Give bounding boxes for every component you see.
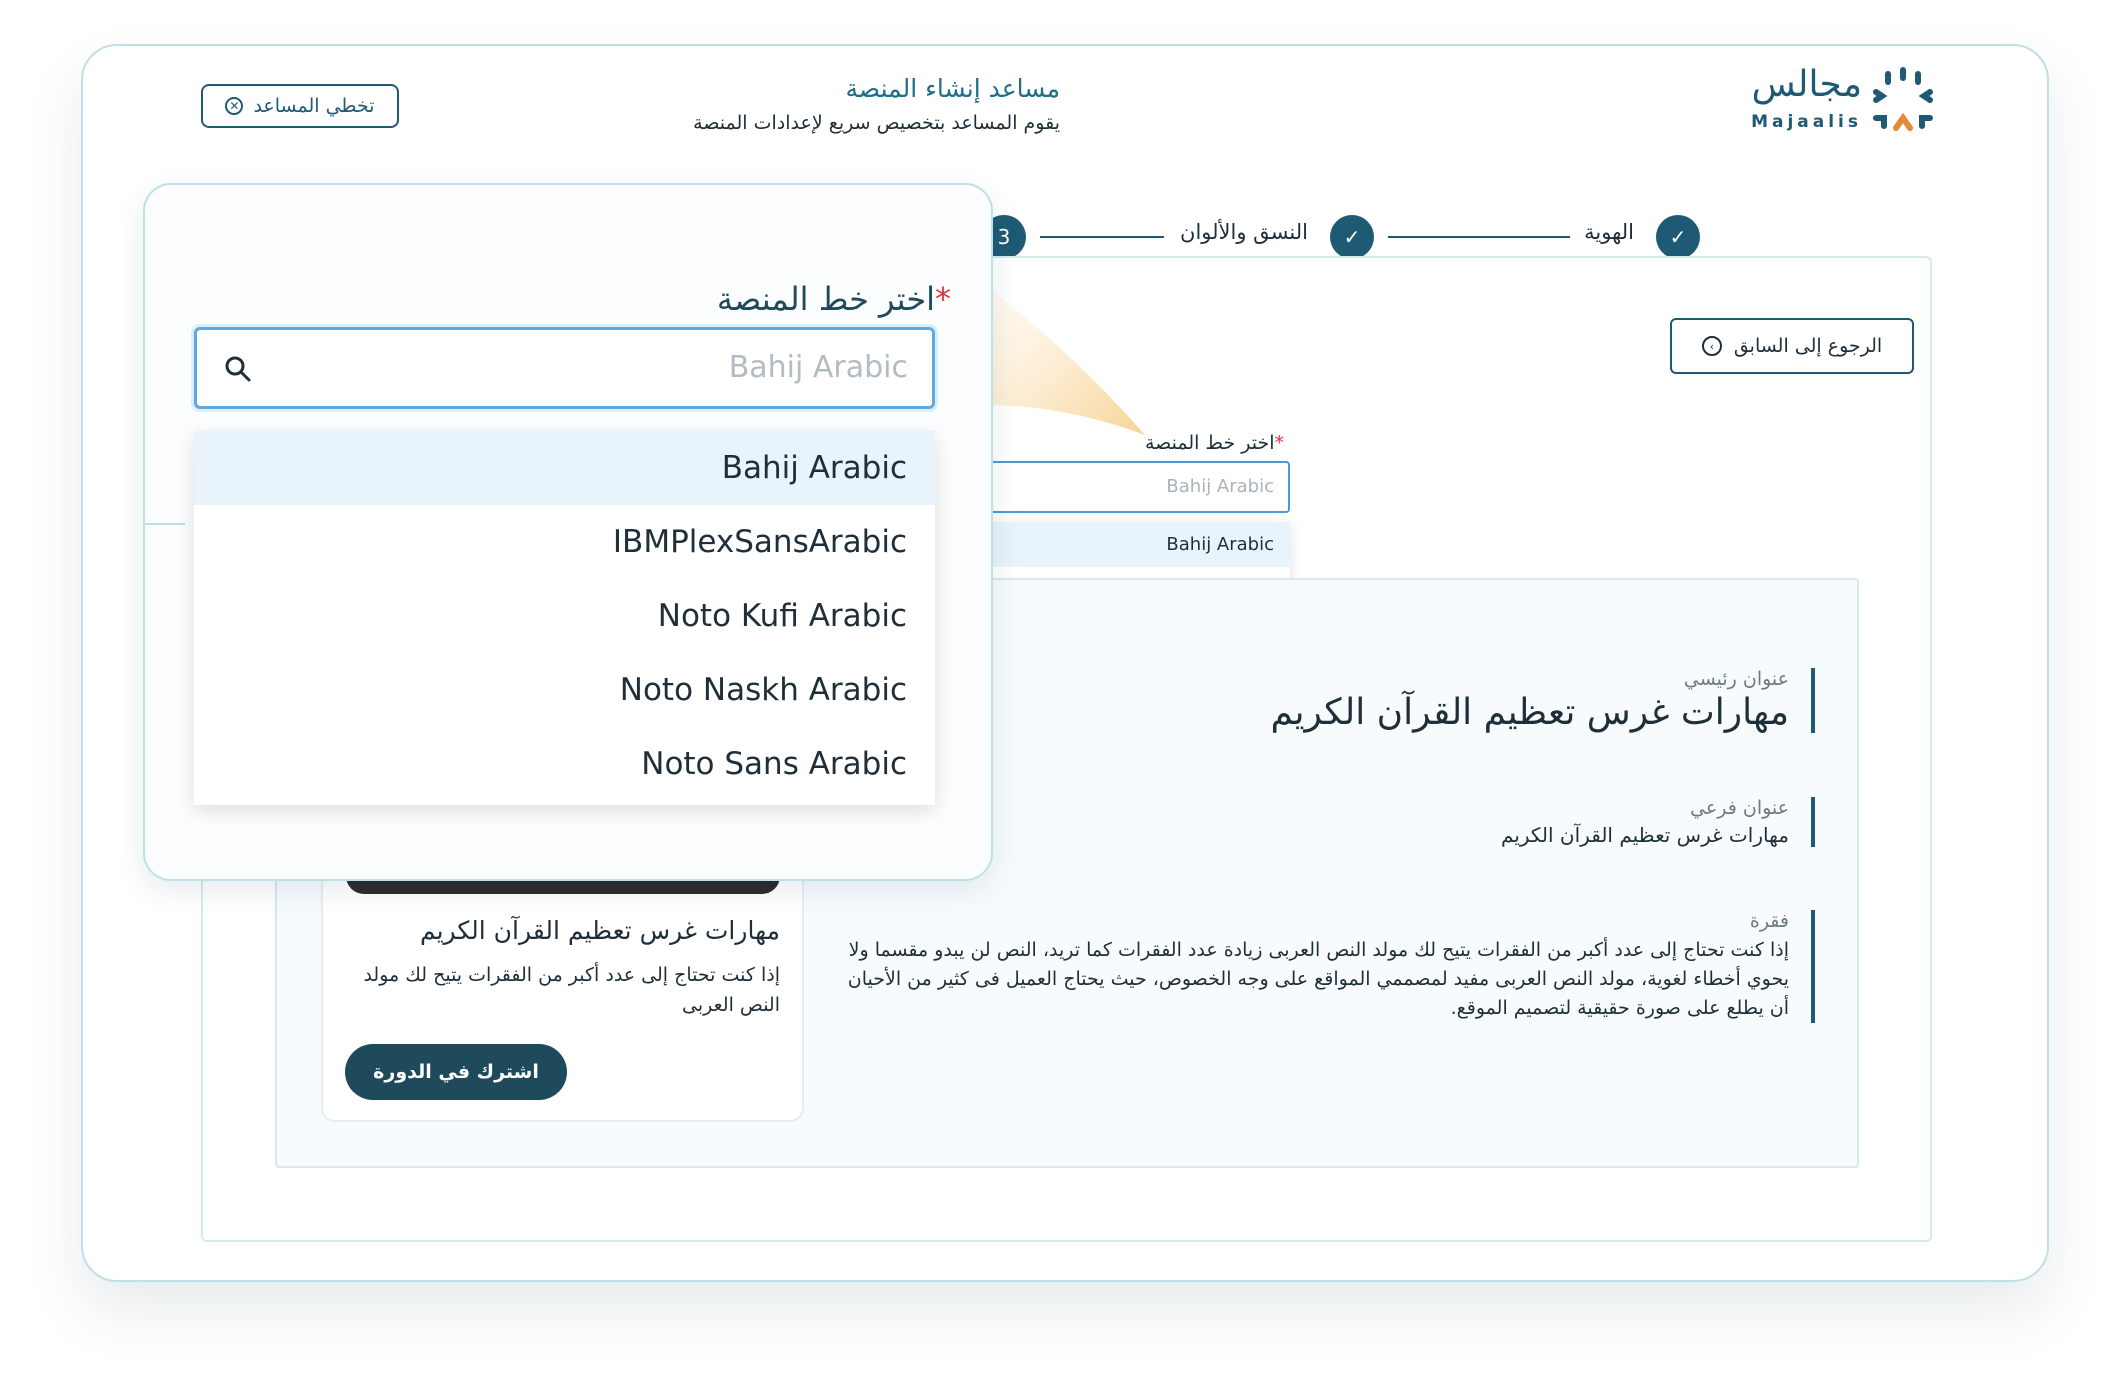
sub-heading-block bbox=[1501, 797, 1815, 847]
paragraph-block bbox=[834, 910, 1815, 1023]
font-select-input[interactable]: Bahij Arabic bbox=[990, 461, 1290, 513]
zoom-font-option[interactable]: Noto Naskh Arabic bbox=[619, 672, 907, 708]
close-circle-icon: ✕ bbox=[225, 97, 243, 115]
main-heading-block bbox=[1271, 668, 1815, 733]
step-2-check-icon[interactable]: ✓ bbox=[1330, 215, 1374, 259]
zoom-font-option[interactable]: Noto Sans Arabic bbox=[641, 746, 907, 782]
step-connector bbox=[1388, 236, 1570, 238]
step-2-label: النسق والألوان bbox=[1180, 220, 1308, 244]
sub-heading: مهارات غرس تعظيم القرآن الكريم bbox=[1500, 823, 1789, 847]
step-1-label: الهوية bbox=[1584, 220, 1634, 244]
zoom-font-search-input[interactable] bbox=[194, 327, 935, 409]
zoom-font-select-label-text: اختر خط المنصة bbox=[716, 280, 935, 318]
course-card-title: مهارات غرس تعظيم القرآن الكريم bbox=[419, 916, 780, 945]
required-mark: * bbox=[1274, 432, 1284, 454]
zoom-callout-pointer bbox=[985, 275, 1165, 455]
logo-arabic-text: مجالس bbox=[1751, 64, 1862, 105]
zoom-font-option[interactable]: Noto Kufi Arabic bbox=[657, 598, 907, 634]
paragraph-caption: فقرة bbox=[1749, 910, 1789, 932]
back-label: الرجوع إلى السابق bbox=[1733, 335, 1883, 357]
zoom-font-search-placeholder: Bahij Arabic bbox=[728, 350, 908, 385]
skip-wizard-button[interactable] bbox=[201, 84, 399, 128]
step-3-number[interactable]: 3 bbox=[982, 215, 1026, 259]
chevron-circle-icon: › bbox=[1702, 336, 1722, 356]
subscribe-button[interactable]: اشترك في الدورة bbox=[345, 1044, 567, 1100]
step-1-check-icon[interactable]: ✓ bbox=[1656, 215, 1700, 259]
zoom-font-select-label bbox=[705, 280, 951, 318]
logo-latin-text: Majaalis bbox=[1751, 112, 1862, 132]
font-option[interactable]: Bahij Arabic bbox=[990, 522, 1290, 567]
paragraph-text: إذا كنت تحتاج إلى عدد أكبر من الفقرات يتيح لك مولد النص العربى زيادة عدد الفقرات كما تريد، النص لن يبدو مقسما ولا يحوي أخطاء لغوية، مولد النص العربى مفيد لمصممي المواقع على وجه الخصوص، حيث يحتاج العميل فى كثير من الأحيان أن يطلع على صورة حقيقية لتصميم الموقع. bbox=[847, 939, 1789, 1019]
logo-mark-icon bbox=[1868, 66, 1938, 136]
font-select-label-text: اختر خط المنصة bbox=[1144, 432, 1275, 454]
zoom-font-option[interactable]: IBMPlexSansArabic bbox=[612, 524, 907, 560]
back-button[interactable] bbox=[1670, 318, 1914, 374]
divider bbox=[145, 523, 185, 525]
step-connector bbox=[1040, 236, 1164, 238]
font-select-zoom-panel bbox=[143, 183, 993, 881]
required-mark: * bbox=[935, 280, 951, 318]
main-heading: مهارات غرس تعظيم القرآن الكريم bbox=[1270, 692, 1789, 733]
zoom-font-option[interactable]: Bahij Arabic bbox=[194, 431, 935, 505]
wizard-title: مساعد إنشاء المنصة bbox=[845, 74, 1060, 103]
sub-heading-caption: عنوان فرعي bbox=[1690, 797, 1789, 819]
course-card-desc: إذا كنت تحتاج إلى عدد أكبر من الفقرات يتيح لك مولد النص العربى bbox=[363, 964, 780, 1016]
main-heading-caption: عنوان رئيسي bbox=[1683, 668, 1789, 690]
zoom-font-options-list bbox=[194, 431, 935, 805]
skip-label: تخطي المساعد bbox=[253, 95, 375, 117]
wizard-subtitle: يقوم المساعد بتخصيص سريع لإعدادات المنصة bbox=[693, 112, 1060, 134]
search-icon bbox=[223, 354, 253, 384]
brand-logo bbox=[1748, 62, 1938, 142]
